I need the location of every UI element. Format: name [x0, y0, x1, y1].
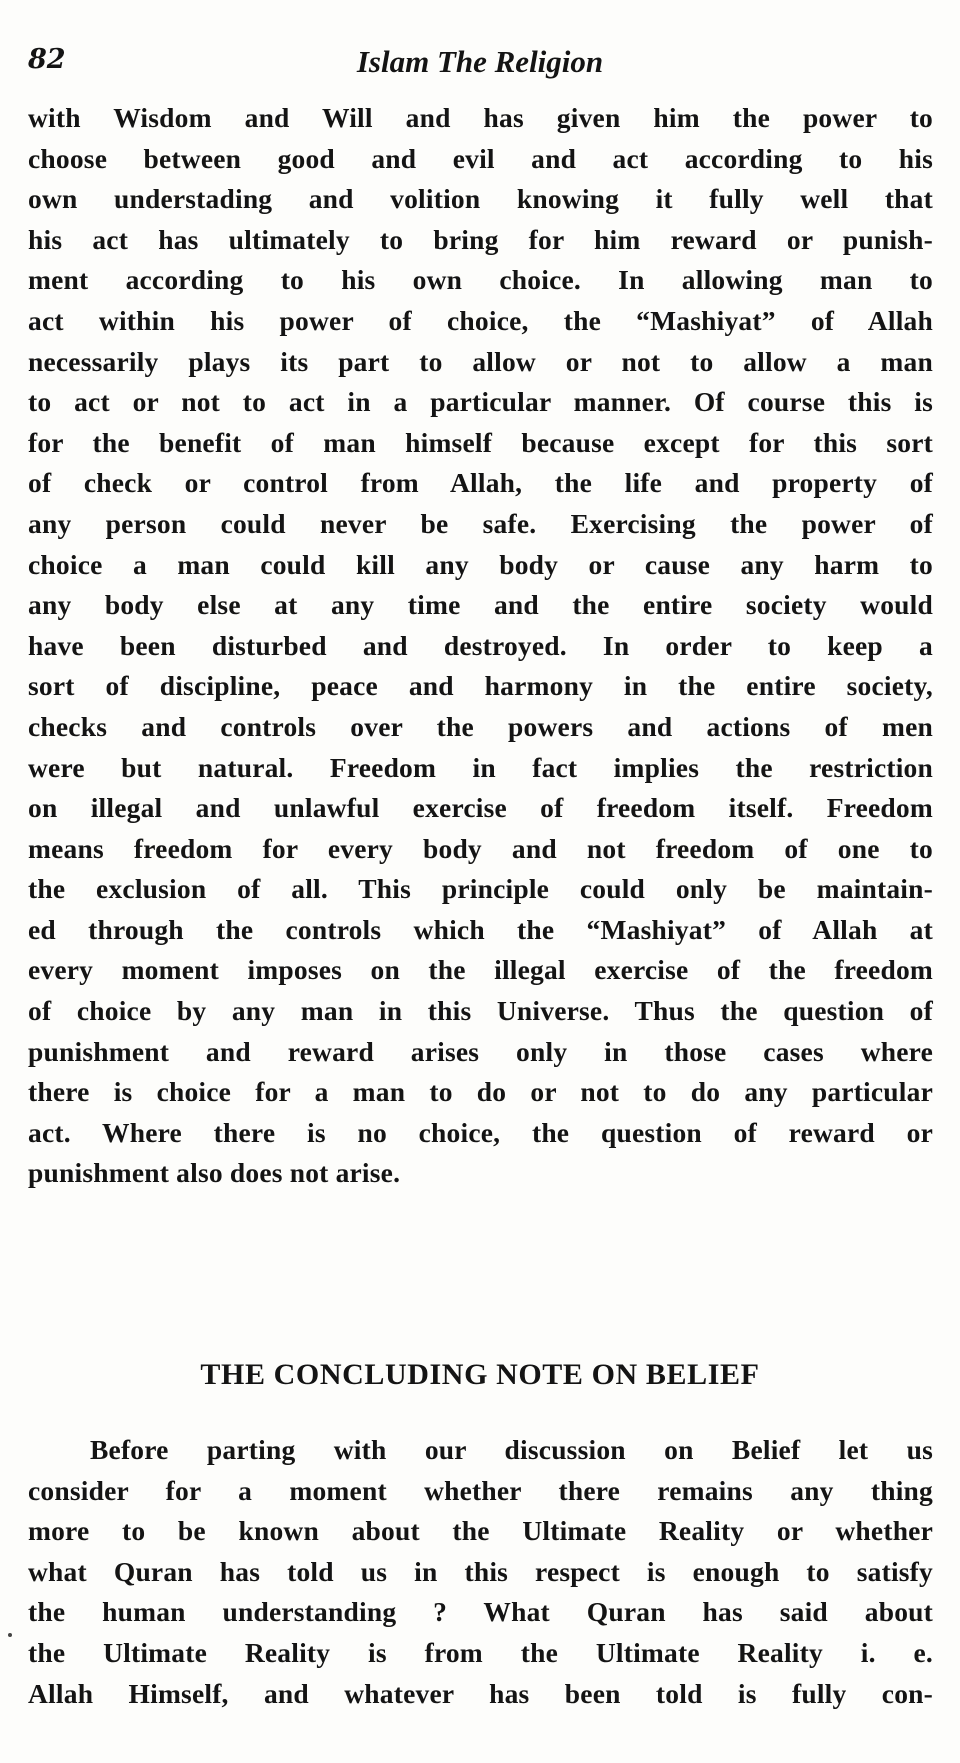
text-line: own understading and volition knowing it fully well that — [28, 183, 933, 215]
text-line: means freedom for every body and not freedom of one to — [28, 832, 933, 864]
text-line: there is choice for a man to do or not to do any particular — [28, 1076, 933, 1108]
text-line: punishment and reward arises only in those cases where — [28, 1035, 933, 1067]
running-title: Islam The Religion — [356, 44, 604, 79]
text-line: punishment also does not arise. — [28, 1157, 401, 1189]
paragraph-free-will — [28, 98, 933, 1194]
text-line: ed through the controls which the “Mashiyat” of Allah at — [28, 913, 933, 945]
text-line: ment according to his own choice. In allowing man to — [28, 264, 933, 296]
text-line: choice a man could kill any body or cause any harm to — [28, 548, 933, 580]
text-line: checks and controls over the powers and actions of men — [28, 710, 933, 742]
paragraph-concluding-note — [28, 1430, 933, 1714]
text-line: any body else at any time and the entire society would — [28, 589, 933, 621]
text-line: his act has ultimately to bring for him reward or punish- — [28, 223, 933, 255]
text-line: the Ultimate Reality is from the Ultimate Reality i. e. — [28, 1636, 933, 1668]
text-line: Before parting with our discussion on Belief let us — [90, 1434, 933, 1465]
text-line: were but natural. Freedom in fact implies the restriction — [28, 751, 933, 783]
text-line: with Wisdom and Will and has given him the power to — [28, 102, 933, 133]
section-heading: THE CONCLUDING NOTE ON BELIEF — [200, 1358, 760, 1391]
text-line: any person could never be safe. Exercising the power of — [28, 507, 933, 539]
text-line: have been disturbed and destroyed. In order to keep a — [28, 629, 933, 661]
text-line: of check or control from Allah, the life and property of — [28, 467, 933, 499]
text-line: consider for a moment whether there remains any thing — [28, 1474, 933, 1506]
text-line: on illegal and unlawful exercise of freedom itself. Freedom — [28, 792, 933, 824]
text-line: every moment imposes on the illegal exercise of the freedom — [28, 954, 933, 986]
text-line: Allah Himself, and whatever has been told is fully con- — [28, 1677, 933, 1709]
text-line: the human understanding ? What Quran has said about — [28, 1596, 933, 1628]
text-line: what Quran has told us in this respect is enough to satisfy — [28, 1555, 933, 1587]
text-line: for the benefit of man himself because except for this sort — [28, 426, 933, 458]
text-line: choose between good and evil and act according to his — [28, 142, 933, 174]
text-line: of choice by any man in this Universe. Thus the question of — [28, 995, 933, 1027]
text-line: act. Where there is no choice, the question of reward or — [28, 1116, 933, 1148]
text-line: act within his power of choice, the “Mashiyat” of Allah — [28, 304, 933, 336]
text-line: the exclusion of all. This principle could only be maintain- — [28, 873, 933, 905]
print-speck — [8, 1633, 12, 1637]
text-line: more to be known about the Ultimate Reality or whether — [28, 1515, 933, 1547]
page-number: 82 — [28, 44, 66, 75]
page-header — [28, 44, 932, 84]
text-line: necessarily plays its part to allow or not to allow a man — [28, 345, 933, 377]
text-line: to act or not to act in a particular manner. Of course this is — [28, 386, 933, 418]
text-line: sort of discipline, peace and harmony in the entire society, — [28, 670, 933, 702]
